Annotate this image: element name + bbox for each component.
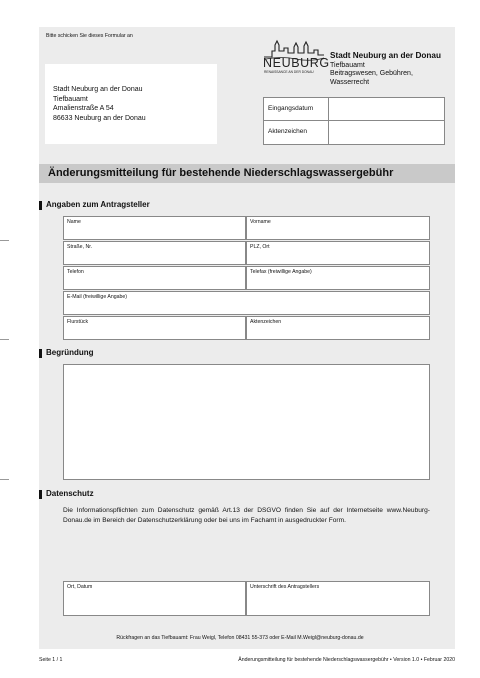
phone-field[interactable] <box>63 266 246 290</box>
postcode-city-label: PLZ, Ort <box>250 244 270 250</box>
applicant-file-ref-field[interactable] <box>246 316 430 340</box>
file-ref-row <box>264 121 444 144</box>
send-instruction: Bitte schicken Sie dieses Formular an <box>46 33 133 39</box>
parcel-field[interactable] <box>63 316 246 340</box>
address-line-1: Stadt Neuburg an der Donau <box>53 86 143 93</box>
recipient-address-box <box>45 64 217 144</box>
organisation-block <box>330 52 441 87</box>
privacy-text: Die Informationspflichten zum Datenschutz gemäß Art.13 der DSGVO finden Sie auf der Internetseite www.Neuburg-Donau.de im Bereich der Datenschutzerklärung oder bei uns im Fachamt in ausgedruckter Form. <box>63 507 430 524</box>
form-title: Änderungsmitteilung für bestehende Niederschlagswassergebühr <box>48 167 394 179</box>
place-date-field[interactable] <box>63 581 246 616</box>
page-number: Seite 1 / 1 <box>39 657 63 663</box>
fax-label: Telefax (freiwillige Angabe) <box>250 269 312 275</box>
signature-field[interactable] <box>246 581 430 616</box>
street-label: Straße, Nr. <box>67 244 93 250</box>
organisation-department: Tiefbauamt <box>330 61 365 69</box>
fold-mark-middle <box>0 339 9 340</box>
phone-label: Telefon <box>67 269 84 275</box>
form-title-banner <box>39 164 455 183</box>
organisation-division-2: Wasserrecht <box>330 78 370 86</box>
document-info: Änderungsmitteilung für bestehende Niederschlagswassergebühr • Version 1.0 • Februar 2020 <box>238 657 455 663</box>
reason-textarea[interactable] <box>63 364 430 480</box>
city-logo <box>262 37 330 79</box>
section-marker <box>39 201 42 210</box>
applicant-file-ref-label: Aktenzeichen <box>250 319 282 325</box>
address-line-4: 86633 Neuburg an der Donau <box>53 114 146 122</box>
first-name-field[interactable] <box>246 216 430 240</box>
intake-stamp-table <box>263 97 445 145</box>
file-ref-label: Aktenzeichen <box>268 128 308 135</box>
email-field[interactable] <box>63 291 430 315</box>
parcel-label: Flurstück <box>67 319 89 325</box>
signature-label: Unterschrift des Antragstellers <box>250 584 320 590</box>
street-field[interactable] <box>63 241 246 265</box>
name-field[interactable] <box>63 216 246 240</box>
received-date-label: Eingangsdatum <box>268 105 314 112</box>
organisation-division-1: Beitragswesen, Gebühren, <box>330 70 413 78</box>
first-name-label: Vorname <box>250 219 271 225</box>
name-label: Name <box>67 219 81 225</box>
fold-mark-bottom <box>0 479 9 480</box>
address-line-3: Amalienstraße A 54 <box>53 105 114 113</box>
organisation-name: Stadt Neuburg an der Donau <box>330 51 441 60</box>
address-line-2: Tiefbauamt <box>53 95 88 103</box>
email-label: E-Mail (freiwillige Angabe) <box>67 294 127 300</box>
applicant-section-title: Angaben zum Antragsteller <box>46 200 150 209</box>
reason-section-title: Begründung <box>46 348 94 357</box>
section-marker <box>39 349 42 358</box>
footer-contact: Rückfragen an das Tiefbauamt: Frau Weigl, Telefon 08431 55-373 oder E-Mail M.Weigl@neuburg-donau.de <box>116 635 364 641</box>
place-date-label: Ort, Datum <box>67 584 93 590</box>
logo-tagline: RENAISSANCE AN DER DONAU <box>264 70 314 74</box>
logo-wordmark: NEUBURG <box>263 56 330 70</box>
section-marker <box>39 490 42 499</box>
fax-field[interactable] <box>246 266 430 290</box>
postcode-city-field[interactable] <box>246 241 430 265</box>
received-date-row <box>264 98 444 121</box>
privacy-section-title: Datenschutz <box>46 489 94 498</box>
fold-mark-top <box>0 240 9 241</box>
